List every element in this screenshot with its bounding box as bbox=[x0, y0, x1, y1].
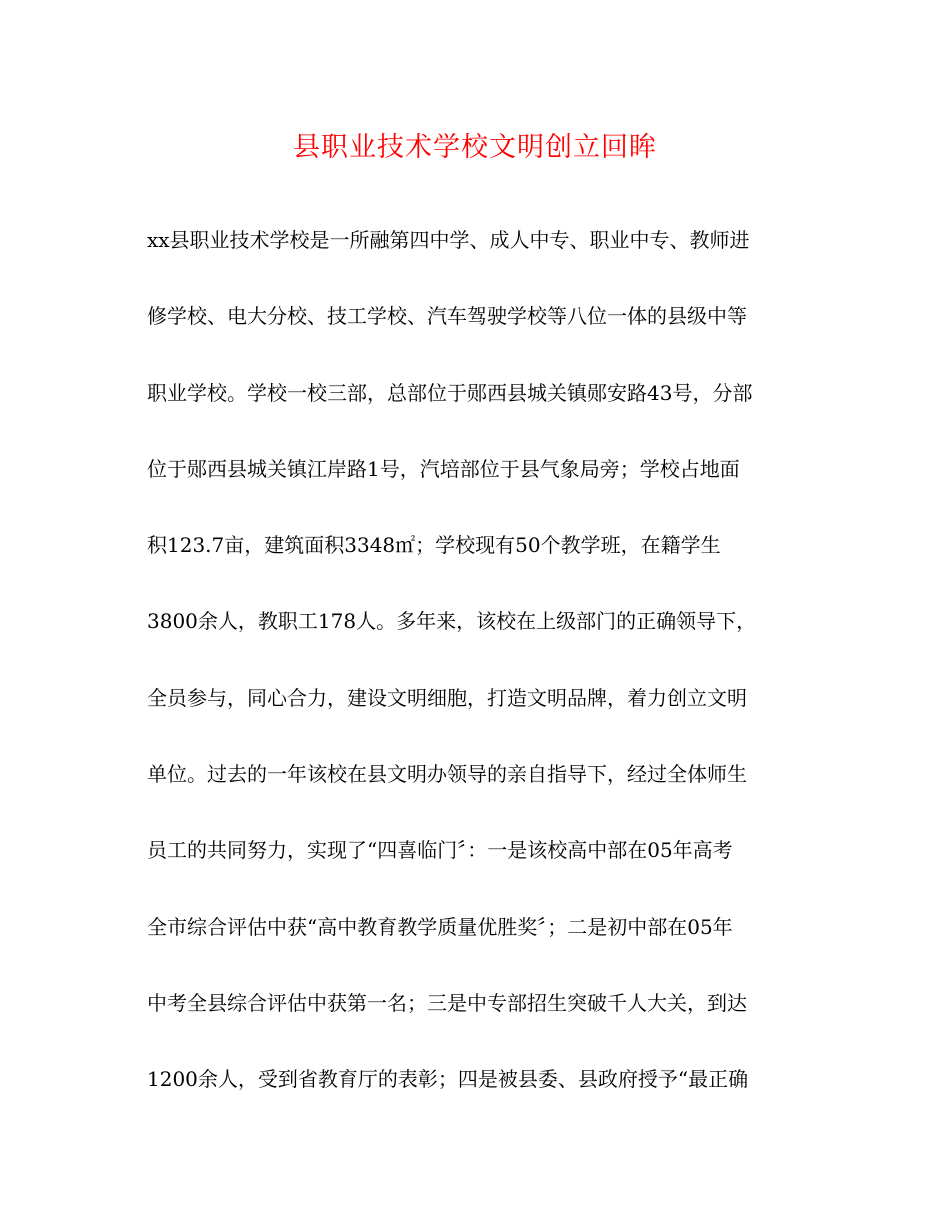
body-line: 职业学校。学校一校三部，总部位于郧西县城关镇郧安路43号，分部 bbox=[147, 380, 753, 405]
body-line: xx县职业技术学校是一所融第四中学、成人中专、职业中专、教师进 bbox=[147, 228, 750, 252]
body-line: 单位。过去的一年该校在县文明办领导的亲自指导下，经过全体师生 bbox=[147, 762, 747, 787]
body-line: 员工的共同努力，实现了“四喜临门〞：一是该校高中部在05年高考 bbox=[147, 838, 733, 863]
body-line: 全市综合评估中获“高中教育教学质量优胜奖〞；二是初中部在05年 bbox=[147, 914, 733, 939]
body-line: 中考全县综合评估中获第一名；三是中专部招生突破千人大关，到达 bbox=[147, 990, 747, 1015]
body-line: 全员参与，同心合力，建设文明细胞，打造文明品牌，着力创立文明 bbox=[147, 685, 747, 710]
body-line: 1200余人，受到省教育厅的表彰；四是被县委、县政府授予“最正确 bbox=[147, 1067, 749, 1092]
document-body bbox=[147, 220, 827, 1136]
body-line: 修学校、电大分校、技工学校、汽车驾驶学校等八位一体的县级中等 bbox=[147, 304, 747, 329]
body-line: 积123.7亩，建筑面积3348㎡；学校现有50个教学班，在籍学生 bbox=[147, 533, 721, 558]
body-line: 位于郧西县城关镇江岸路1号，汽培部位于县气象局旁；学校占地面 bbox=[147, 456, 740, 481]
document-title: 县职业技术学校文明创立回眸 bbox=[293, 132, 657, 163]
body-line: 3800余人，教职工178人。多年来，该校在上级部门的正确领导下， bbox=[147, 609, 757, 634]
